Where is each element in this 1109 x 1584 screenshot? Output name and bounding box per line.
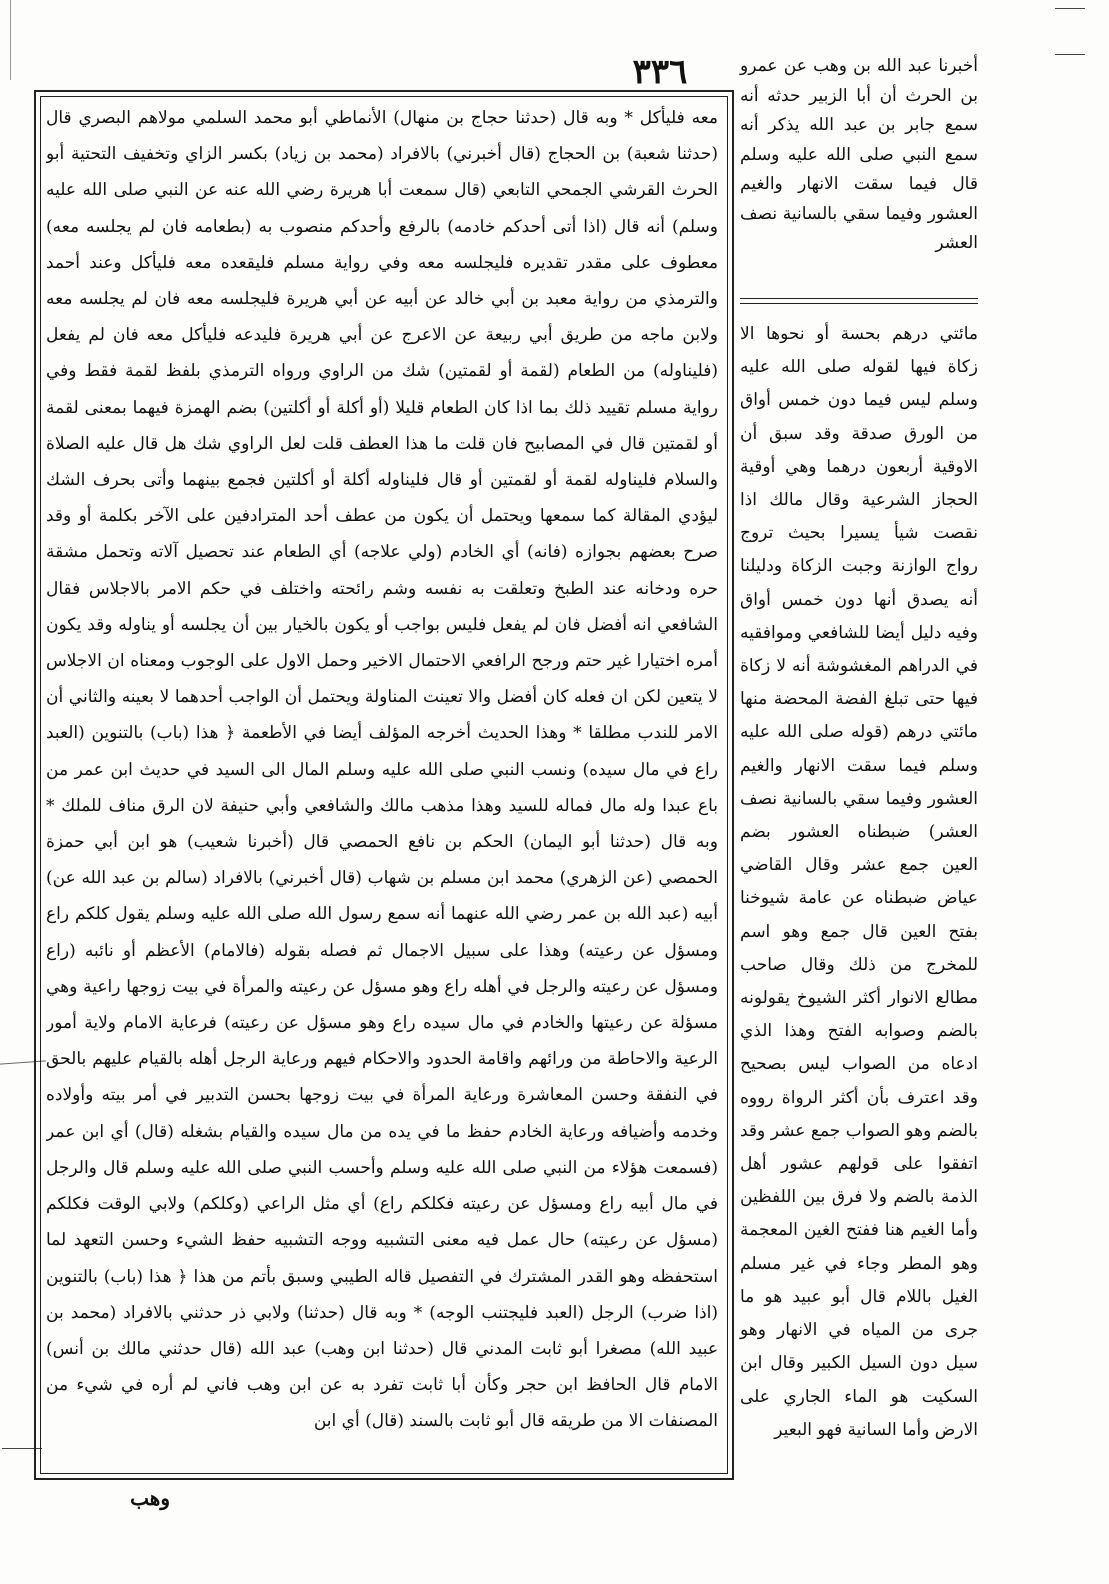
page-number: ٣٣٦ xyxy=(632,52,688,92)
margin-divider xyxy=(740,298,978,304)
main-text-frame xyxy=(34,90,734,1480)
ruler-mark xyxy=(1055,8,1085,9)
ruler-mark xyxy=(1055,54,1085,55)
main-commentary-text: معه فليأكل * وبه قال (حدثنا حجاج بن منهال) الأنماطي أبو محمد السلمي مولاهم البصري قال (حدثنا شعبة) بن الحجاج (قال أخبرني) بالافراد (محمد بن زياد) بكسر الزاي وتخفيف التحتية أبو الحرث القرشي الجمحي التابعي (قال سمعت أبا هريرة رضي الله عنه عن النبي صلى الله عليه وسلم) أنه قال (اذا أتى أحدكم خادمه) بالرفع وأحدكم منصوب به (بطعامه فان لم يجلسه معه) معطوف على مقدر تقديره فليجلسه معه وفي رواية مسلم فليقعده معه فليأكل وعند أحمد والترمذي من رواية معبد بن أبي خالد عن أبيه عن أبي هريرة فليجلسه معه فان لم يجلسه معه ولابن ماجه من طريق أبي ربيعة عن الاعرج عن أبي هريرة فليدعه فليأكل معه فان لم يفعل (فليناوله) من الطعام (لقمة أو لقمتين) شك من الراوي ورواه الترمذي بلفظ لقمة فقط وفي رواية مسلم تقييد ذلك بما اذا كان الطعام قليلا (أو أكلة أو أكلتين) بضم الهمزة فيهما بمعنى لقمة أو لقمتين قال في المصابيح فان قلت ما هذا العطف قلت لعل الراوي شك هل قال عليه الصلاة والسلام فليناوله لقمة أو لقمتين أو قال فليناوله أكلة أو أكلتين فجمع بينهما وأتى بحرف الشك ليؤدي المقالة كما سمعها ويحتمل أن يكون من عطف أحد المترادفين على الآخر بكلمة أو وقد صرح بعضهم بجوازه (فانه) أي الخادم (ولي علاجه) أي الطعام عند تحصيل آلاته وتحمل مشقة حره ودخانه عند الطبخ وتعلقت به نفسه وشم رائحته واختلف في حكم الامر بالاجلاس فقال الشافعي انه أفضل فان لم يفعل فليس بواجب أو يكون بالخيار بين أن يجلسه أو يناوله وقد يكون أمره اختيارا غير حتم ورجح الرافعي الاحتمال الاخير وحمل الاول على الوجوب ومعناه ان الاجلاس لا يتعين لكن ان فعله كان أفضل والا تعينت المناولة ويحتمل أن الواجب أحدهما لا بعينه والثاني أن الامر للندب مطلقا * وهذا الحديث أخرجه المؤلف أيضا في الأطعمة ﴿ هذا (باب) بالتنوين (العبد راع في مال سيده) ونسب النبي صلى الله عليه وسلم المال الى السيد في حديث ابن عمر من باع عبدا وله مال فماله للسيد وهذا مذهب مالك والشافعي وأبي حنيفة لان الرق مناف للملك * وبه قال (حدثنا أبو اليمان) الحكم بن نافع الحمصي قال (أخبرنا شعيب) هو ابن أبي حمزة الحمصي (عن الزهري) محمد ابن مسلم بن شهاب (قال أخبرني) بالافراد (سالم بن عبد الله عن) أبيه (عبد الله بن عمر رضي الله عنهما أنه سمع رسول الله صلى الله عليه وسلم يقول كلكم راع ومسؤل عن رعيته) وهذا على سبيل الاجمال ثم فصله بقوله (فالامام) الأعظم أو نائبه (راع ومسؤل عن رعيته والرجل في أهله راع وهو مسؤل عن رعيته والمرأة في بيت زوجها راعية وهي مسؤلة عن رعيتها والخادم في مال سيده راع وهو مسؤل عن رعيته) فرعاية الامام ولاية أمور الرعية والاحاطة من ورائهم واقامة الحدود والاحكام فيهم ورعاية الرجل أهله بالقيام عليهم بالحق في النفقة وحسن المعاشرة ورعاية المرأة في بيت زوجها بحسن التدبير في أمر بيته وأولاده وخدمه وأضيافه ورعاية الخادم حفظ ما في يده من مال سيده والقيام بشغله (قال) أي ابن عمر (فسمعت هؤلاء من النبي صلى الله عليه وسلم وأحسب النبي صلى الله عليه وسلم قال والرجل في مال أبيه راع ومسؤل عن رعيته فكلكم راع) أي مثل الراعي (وكلكم) ولابي الوقت فكلكم (مسؤل عن رعيته) حال عمل فيه معنى التشبيه ووجه التشبيه حفظ الشيء وحسن التعهد لما استحفظه وهو القدر المشترك في التفصيل قاله الطيبي وسبق بأتم من هذا ﴿ هذا (باب) بالتنوين (اذا ضرب) الرجل (العبد فليجتنب الوجه) * وبه قال (حدثنا) ولابي ذر حدثني بالافراد (محمد بن عبيد الله) مصغرا أبو ثابت المدني قال (حدثنا ابن وهب) عبد الله (قال حدثني مالك بن أنس) الامام قال الحافظ ابن حجر وكأن أبا ثابت تفرد به عن ابن وهب فاني لم أره في شيء من المصنفات الا من طريقه قال أبو ثابت بالسند (قال) أي ابن xyxy=(46,108,718,1432)
margin-commentary: مائتي درهم بحسة أو نحوها الا زكاة فيها لقوله صلى الله عليه وسلم ليس فيما دون خمس أواق من الورق صدقة وقد سبق أن الاوقية أربعون درهما وهي أوقية الحجاز الشرعية وقال مالك اذا نقصت شيأ يسيرا بحيث تروج رواج الوازنة وجبت الزكاة ودليلنا أنه يصدق أنها دون خمس أواق وفيه دليل أيضا للشافعي وموافقيه في الدراهم المغشوشة أنه لا زكاة فيها حتى تبلغ الفضة المحضة منها مائتي درهم (قوله صلى الله عليه وسلم فيما سقت الانهار والغيم العشور وفيما سقي بالسانية نصف العشر) ضبطناه العشور بضم العين جمع عشر وقال القاضي عياض ضبطناه عن عامة شيوخنا بفتح العين قال جمع وهو اسم للمخرج من ذلك وقال صاحب مطالع الانوار أكثر الشيوخ يقولونه بالضم وصوابه الفتح وهذا الذي ادعاه من الصواب ليس بصحيح وقد اعترف بأن أكثر الرواة رووه بالضم وهو الصواب جمع عشر وقد اتفقوا على قولهم عشور أهل الذمة بالضم ولا فرق بين اللفظين وأما الغيم هنا ففتح الغين المعجمة وهو المطر وجاء في غير مسلم الغيل باللام قال أبو عبيد هو ما جرى من المياه في الانهار وهو سيل دون السيل الكبير وقال ابن السكيت هو الماء الجاري على الارض وأما السانية فهو البعير xyxy=(740,324,978,1440)
page-edge-line xyxy=(10,0,11,80)
margin-note-top: أخبرنا عبد الله بن وهب عن عمرو بن الحرث أن أبا الزبير حدثه أنه سمع جابر بن عبد الله يذكر أنه سمع النبي صلى الله عليه وسلم قال فيما سقت الانهار والغيم العشور وفيما سقي بالسانية نصف العشر xyxy=(740,56,978,253)
catchword: وهب xyxy=(130,1486,170,1510)
